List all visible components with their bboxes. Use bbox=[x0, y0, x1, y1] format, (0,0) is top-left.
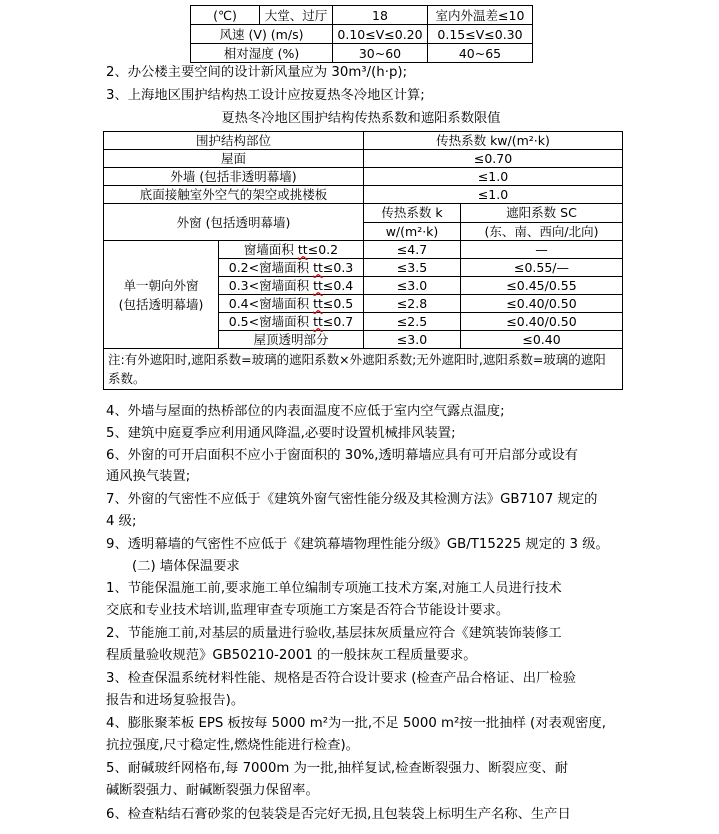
table-row bbox=[104, 241, 623, 259]
cell-text: tt bbox=[313, 260, 323, 275]
table-cell: ≤1.0 bbox=[364, 186, 623, 204]
table-row bbox=[104, 349, 623, 390]
paragraph: 报告和进场复验报告)。 bbox=[106, 693, 245, 708]
cell-text: ≤0.5 bbox=[322, 296, 354, 311]
paragraph: 1、节能保温施工前,要求施工单位编制专项施工技术方案,对施工人员进行技术 bbox=[106, 581, 562, 596]
table-row bbox=[191, 25, 533, 44]
table-cell: ≤0.40/0.50 bbox=[461, 295, 623, 313]
table-cell: 屋顶透明部分 bbox=[219, 331, 364, 349]
table-cell bbox=[219, 277, 364, 295]
table-cell: 外墙 (包括非透明幕墙) bbox=[104, 168, 364, 186]
table-cell: ≤0.40/0.50 bbox=[461, 313, 623, 331]
table-row bbox=[191, 44, 533, 63]
cell-text: tt bbox=[313, 314, 323, 329]
cell-text: ≤0.2 bbox=[307, 242, 339, 257]
paragraph: 3、检查保温系统材料性能、规格是否符合设计要求 (检查产品合格证、出厂检验 bbox=[106, 671, 576, 686]
paragraph: 7、外窗的气密性不应低于《建筑外窗气密性能分级及其检测方法》GB7107 规定的 bbox=[106, 492, 598, 507]
cell-text: 窗墙面积 bbox=[243, 242, 298, 257]
section-heading: (二) 墙体保温要求 bbox=[132, 559, 240, 574]
table-caption: 夏热冬冷地区围护结构传热系数和遮阳系数限值 bbox=[221, 111, 501, 126]
cell-text: ≤0.4 bbox=[322, 278, 354, 293]
paragraph: 4、膨胀聚苯板 EPS 板按每 5000 m²为一批,不足 5000 m²按一批抽样 (对表观密度, bbox=[106, 716, 606, 731]
cell-text: 0.4<窗墙面积 bbox=[228, 296, 314, 311]
table-cell bbox=[219, 295, 364, 313]
table-row bbox=[104, 168, 623, 186]
table-cell: 室内外温差≤10 bbox=[428, 6, 533, 25]
table-cell: ≤4.7 bbox=[364, 241, 461, 259]
table-cell: (℃) bbox=[191, 6, 260, 25]
table-header: 传热系数 kw/(m²·k) bbox=[364, 132, 623, 150]
table-cell: ≤2.8 bbox=[364, 295, 461, 313]
table-cell: 屋面 bbox=[104, 150, 364, 168]
table-cell: 大堂、过厅 bbox=[260, 6, 333, 25]
paragraph: 6、外窗的可开启面积不应小于窗面积的 30%,透明幕墙应具有可开启部分或设有 bbox=[106, 448, 578, 463]
table-row bbox=[104, 132, 623, 150]
table-cell: 18 bbox=[333, 6, 428, 25]
table-cell bbox=[219, 241, 364, 259]
paragraph: 交底和专业技术培训,监理审查专项施工方案是否符合节能设计要求。 bbox=[106, 603, 510, 618]
cell-text: ≤0.3 bbox=[322, 260, 354, 275]
table-cell: 0.10≤V≤0.20 bbox=[333, 25, 428, 44]
table-header: 遮阳系数 SC bbox=[461, 204, 623, 223]
table-cell: ≤0.55/— bbox=[461, 259, 623, 277]
table-cell bbox=[219, 313, 364, 331]
cell-text: 0.2<窗墙面积 bbox=[228, 260, 314, 275]
table-cell: 40~65 bbox=[428, 44, 533, 63]
paragraph: 9、透明幕墙的气密性不应低于《建筑幕墙物理性能分级》GB/T15225 规定的 3 级。 bbox=[106, 537, 609, 552]
table-header: 传热系数 k bbox=[364, 204, 461, 223]
table-cell: 相对湿度 (%) bbox=[191, 44, 333, 63]
cell-text: 0.5<窗墙面积 bbox=[228, 314, 314, 329]
table-cell bbox=[219, 259, 364, 277]
table-cell: ≤2.5 bbox=[364, 313, 461, 331]
paragraph: 5、建筑中庭夏季应利用通风降温,必要时设置机械排风装置; bbox=[106, 426, 456, 441]
table-cell: 0.15≤V≤0.30 bbox=[428, 25, 533, 44]
paragraph: 5、耐碱玻纤网格布,每 7000m 为一批,抽样复试,检查断裂强力、断裂应变、耐 bbox=[106, 761, 568, 776]
table-cell: 风速 (V) (m/s) bbox=[191, 25, 333, 44]
paragraph: 抗拉强度,尺寸稳定性,燃烧性能进行检查)。 bbox=[106, 738, 359, 753]
table-row bbox=[191, 6, 533, 25]
table-note: 注:有外遮阳时,遮阳系数=玻璃的遮阳系数×外遮阳系数;无外遮阳时,遮阳系数=玻璃的遮阳系数。 bbox=[104, 349, 623, 390]
paragraph: 4、外墙与屋面的热桥部位的内表面温度不应低于室内空气露点温度; bbox=[106, 404, 505, 419]
table-cell: 底面接触室外空气的架空或挑楼板 bbox=[104, 186, 364, 204]
paragraph: 2、办公楼主要空间的设计新风量应为 30m³/(h·p); bbox=[106, 65, 408, 80]
paragraph: 6、检查粘结石膏砂浆的包装袋是否完好无损,且包装袋上标明生产名称、生产日 bbox=[106, 807, 571, 822]
indoor-params-table bbox=[190, 5, 533, 63]
table-header: (东、南、西向/北向) bbox=[461, 222, 623, 241]
table-cell: ≤1.0 bbox=[364, 168, 623, 186]
table-cell: ≤0.70 bbox=[364, 150, 623, 168]
paragraph: 3、上海地区围护结构热工设计应按夏热冬冷地区计算; bbox=[106, 88, 425, 103]
group-label-cell bbox=[104, 241, 219, 349]
table-row bbox=[104, 150, 623, 168]
cell-text: tt bbox=[313, 278, 323, 293]
group-label: (包括透明幕墙) bbox=[118, 296, 204, 312]
group-label: 单一朝向外窗 bbox=[123, 277, 199, 293]
table-cell: 外窗 (包括透明幕墙) bbox=[104, 204, 364, 241]
paragraph: 通风换气装置; bbox=[106, 469, 191, 484]
paragraph: 碱断裂强力、耐碱断裂强力保留率。 bbox=[106, 783, 319, 798]
cell-text: tt bbox=[313, 296, 323, 311]
table-header: w/(m²·k) bbox=[364, 222, 461, 241]
table-row bbox=[104, 204, 623, 223]
table-cell: ≤0.45/0.55 bbox=[461, 277, 623, 295]
paragraph: 程质量验收规范》GB50210-2001 的一般抹灰工程质量要求。 bbox=[106, 648, 477, 663]
table-header: 围护结构部位 bbox=[104, 132, 364, 150]
cell-text: tt bbox=[297, 242, 308, 257]
thermal-limit-table bbox=[103, 131, 623, 390]
paragraph: 2、节能施工前,对基层的质量进行验收,基层抹灰质量应符合《建筑装饰装修工 bbox=[106, 626, 562, 641]
table-cell: ≤3.0 bbox=[364, 277, 461, 295]
table-cell: — bbox=[461, 241, 623, 259]
table-cell: ≤3.0 bbox=[364, 331, 461, 349]
table-row bbox=[104, 186, 623, 204]
table-cell: ≤3.5 bbox=[364, 259, 461, 277]
paragraph: 4 级; bbox=[106, 514, 137, 529]
table-cell: ≤0.40 bbox=[461, 331, 623, 349]
cell-text: 0.3<窗墙面积 bbox=[228, 278, 314, 293]
table-cell: 30~60 bbox=[333, 44, 428, 63]
cell-text: ≤0.7 bbox=[322, 314, 354, 329]
